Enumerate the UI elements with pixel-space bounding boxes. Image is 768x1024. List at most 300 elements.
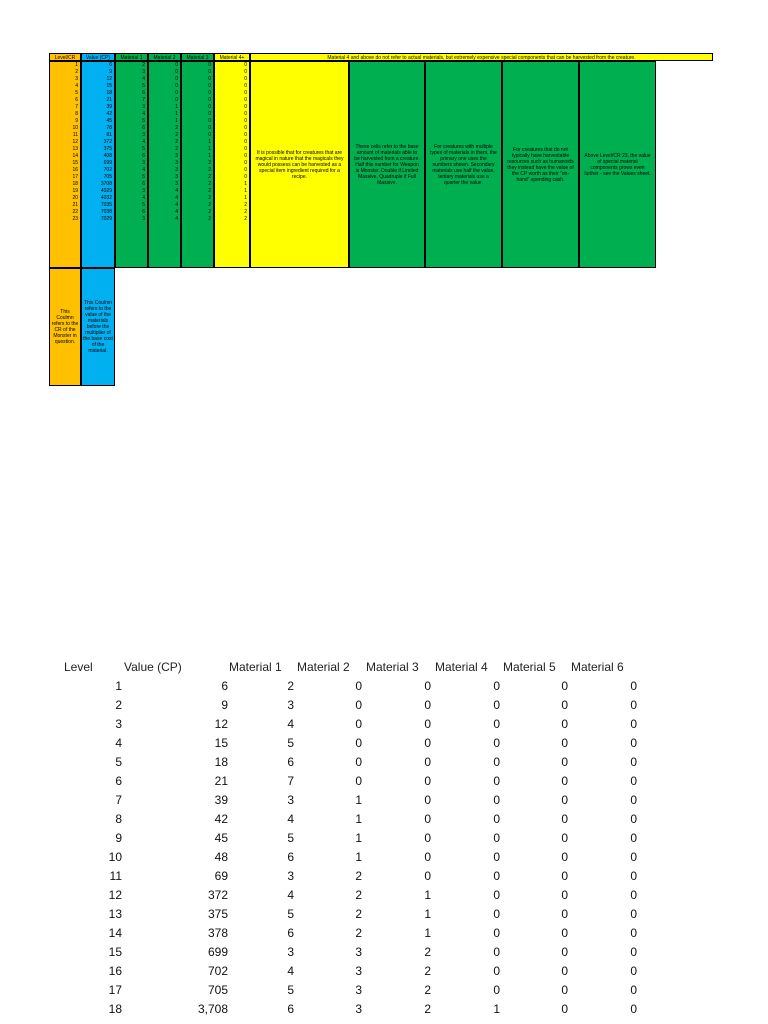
sheet-cell-m4: 0 xyxy=(244,62,247,68)
sheet-cell-m4: 2 xyxy=(244,209,247,215)
table-cell: 42 xyxy=(214,812,228,826)
table-cell: 16 xyxy=(108,964,122,978)
table-cell: 0 xyxy=(630,926,637,940)
sheet-cell-m2: 0 xyxy=(175,90,178,96)
table-row xyxy=(0,888,768,907)
sheet-cell-value: 42 xyxy=(106,111,112,117)
sheet-cell-m3: 0 xyxy=(208,76,211,82)
table-cell: 0 xyxy=(630,812,637,826)
sheet-cell-m4: 0 xyxy=(244,160,247,166)
table-cell: 1 xyxy=(115,679,122,693)
sheet-cell-value: 7029 xyxy=(100,216,112,222)
sheet-cell-level: 1 xyxy=(75,62,78,68)
sheet-cell-m3: 0 xyxy=(208,118,211,124)
col-header-level: Level xyxy=(64,660,93,674)
table-cell: 48 xyxy=(214,850,228,864)
table-cell: 0 xyxy=(561,1002,568,1016)
sheet-cell-value: 78 xyxy=(106,125,112,131)
table-cell: 3 xyxy=(115,717,122,731)
table-cell: 2 xyxy=(355,888,362,902)
table-cell: 0 xyxy=(630,1002,637,1016)
sheet-cell-m1: 5 xyxy=(142,174,145,180)
table-cell: 2 xyxy=(355,926,362,940)
table-cell: 0 xyxy=(493,831,500,845)
table-cell: 2 xyxy=(424,983,431,997)
sheet-cell-level: 22 xyxy=(72,209,78,215)
sheet-cell-m4: 0 xyxy=(244,111,247,117)
sheet-cell-level: 4 xyxy=(75,83,78,89)
table-cell: 0 xyxy=(493,736,500,750)
table-cell: 3 xyxy=(287,945,294,959)
table-cell: 0 xyxy=(424,774,431,788)
table-cell: 0 xyxy=(493,717,500,731)
sheet-cell-m3: 1 xyxy=(208,153,211,159)
table-cell: 1 xyxy=(424,888,431,902)
header-level: Level/CR xyxy=(49,53,81,61)
table-cell: 0 xyxy=(493,964,500,978)
sheet-cell-value: 39 xyxy=(106,104,112,110)
table-row xyxy=(0,755,768,774)
table-cell: 11 xyxy=(109,869,122,883)
header-material-3: Material 3 xyxy=(181,53,214,61)
sheet-cell-level: 15 xyxy=(72,160,78,166)
table-cell: 0 xyxy=(561,736,568,750)
sheet-cell-m3: 0 xyxy=(208,111,211,117)
table-cell: 0 xyxy=(630,736,637,750)
table-cell: 705 xyxy=(207,983,228,997)
table-cell: 0 xyxy=(493,926,500,940)
table-cell: 0 xyxy=(424,793,431,807)
sheet-cell-m2: 3 xyxy=(175,181,178,187)
sheet-cell-level: 12 xyxy=(72,139,78,145)
table-cell: 0 xyxy=(493,698,500,712)
sheet-cell-level: 2 xyxy=(75,69,78,75)
table-cell: 2 xyxy=(355,907,362,921)
table-row xyxy=(0,926,768,945)
table-cell: 0 xyxy=(493,679,500,693)
material-4plus-column xyxy=(214,61,250,268)
note-multiple-materials: For creatures with multiple types of materials in them, the primary one uses the numbers shown. Secondary materials use half the value, tertiary materials use a quarter the value. xyxy=(425,61,502,268)
sheet-cell-m1: 3 xyxy=(142,160,145,166)
sheet-cell-m4: 0 xyxy=(244,167,247,173)
table-cell: 21 xyxy=(214,774,228,788)
table-cell: 0 xyxy=(493,755,500,769)
sheet-cell-m4: 0 xyxy=(244,83,247,89)
sheet-cell-m3: 2 xyxy=(208,195,211,201)
sheet-cell-value: 15 xyxy=(106,83,112,89)
col-header-material-1: Material 1 xyxy=(229,660,282,674)
table-cell: 0 xyxy=(424,869,431,883)
sheet-cell-m1: 4 xyxy=(142,76,145,82)
table-row xyxy=(0,850,768,869)
sheet-cell-level: 6 xyxy=(75,97,78,103)
table-cell: 1 xyxy=(355,812,362,826)
sheet-cell-m4: 1 xyxy=(244,195,247,201)
sheet-cell-m2: 1 xyxy=(175,118,178,124)
table-cell: 1 xyxy=(493,1002,500,1016)
sheet-cell-m1: 7 xyxy=(142,97,145,103)
table-cell: 2 xyxy=(355,869,362,883)
table-cell: 0 xyxy=(493,793,500,807)
table-row xyxy=(0,774,768,793)
table-cell: 8 xyxy=(115,812,122,826)
sheet-cell-level: 23 xyxy=(72,216,78,222)
table-cell: 0 xyxy=(561,698,568,712)
table-cell: 0 xyxy=(561,812,568,826)
sheet-cell-value: 12 xyxy=(106,76,112,82)
table-cell: 10 xyxy=(108,850,122,864)
table-row xyxy=(0,964,768,983)
sheet-cell-m4: 0 xyxy=(244,97,247,103)
sheet-cell-m1: 6 xyxy=(142,153,145,159)
table-row xyxy=(0,812,768,831)
table-cell: 3 xyxy=(287,698,294,712)
table-cell: 9 xyxy=(221,698,228,712)
sheet-cell-m1: 3 xyxy=(142,132,145,138)
table-cell: 1 xyxy=(355,850,362,864)
sheet-cell-m1: 4 xyxy=(142,139,145,145)
table-cell: 0 xyxy=(493,983,500,997)
sheet-cell-m2: 0 xyxy=(175,69,178,75)
sheet-cell-m2: 0 xyxy=(175,76,178,82)
sheet-cell-level: 20 xyxy=(72,195,78,201)
sheet-cell-m2: 4 xyxy=(175,209,178,215)
table-cell: 12 xyxy=(108,888,122,902)
header-material-1: Material 1 xyxy=(115,53,148,61)
sheet-cell-m4: 1 xyxy=(244,181,247,187)
sheet-cell-level: 11 xyxy=(72,132,78,138)
table-cell: 1 xyxy=(424,907,431,921)
table-row xyxy=(0,907,768,926)
col-header-material-4: Material 4 xyxy=(435,660,488,674)
col-header-value: Value (CP) xyxy=(124,660,182,674)
sheet-cell-value: 705 xyxy=(103,174,112,180)
header-value: Value (CP) xyxy=(81,53,115,61)
material-2-column xyxy=(148,61,181,268)
table-cell: 0 xyxy=(630,698,637,712)
table-cell: 3,708 xyxy=(197,1002,228,1016)
table-cell: 0 xyxy=(561,888,568,902)
sheet-cell-value: 375 xyxy=(103,146,112,152)
sheet-cell-m4: 2 xyxy=(244,216,247,222)
sheet-cell-m4: 0 xyxy=(244,146,247,152)
table-cell: 0 xyxy=(561,717,568,731)
table-cell: 4 xyxy=(287,888,294,902)
sheet-cell-m3: 2 xyxy=(208,188,211,194)
col-header-material-2: Material 2 xyxy=(297,660,350,674)
table-cell: 0 xyxy=(355,736,362,750)
sheet-cell-value: 699 xyxy=(103,160,112,166)
sheet-cell-m3: 1 xyxy=(208,146,211,152)
sheet-cell-m4: 0 xyxy=(244,90,247,96)
sheet-cell-level: 21 xyxy=(72,202,78,208)
table-cell: 0 xyxy=(561,831,568,845)
sheet-cell-level: 14 xyxy=(72,153,78,159)
table-cell: 0 xyxy=(561,983,568,997)
note-level-column: This Coulmn refers to the CR of the Monster in question. xyxy=(49,268,81,386)
sheet-cell-m2: 2 xyxy=(175,146,178,152)
sheet-cell-m4: 0 xyxy=(244,132,247,138)
table-cell: 0 xyxy=(630,983,637,997)
table-cell: 0 xyxy=(561,850,568,864)
header-banner: Material 4 and above do not refer to actual materials, but extremely expensive special components that can be harvested from the creature. xyxy=(250,53,713,61)
sheet-cell-m1: 2 xyxy=(142,62,145,68)
table-cell: 0 xyxy=(493,907,500,921)
sheet-cell-m4: 1 xyxy=(244,188,247,194)
sheet-cell-m2: 3 xyxy=(175,160,178,166)
table-cell: 5 xyxy=(115,755,122,769)
sheet-cell-m2: 0 xyxy=(175,62,178,68)
table-cell: 3 xyxy=(355,983,362,997)
table-cell: 0 xyxy=(355,717,362,731)
sheet-cell-m3: 0 xyxy=(208,132,211,138)
table-cell: 4 xyxy=(115,736,122,750)
table-row xyxy=(0,679,768,698)
sheet-cell-m4: 0 xyxy=(244,104,247,110)
header-material-2: Material 2 xyxy=(148,53,181,61)
sheet-cell-m1: 3 xyxy=(142,104,145,110)
table-cell: 702 xyxy=(207,964,228,978)
sheet-cell-m4: 0 xyxy=(244,69,247,75)
table-cell: 45 xyxy=(214,831,228,845)
sheet-cell-m4: 2 xyxy=(244,202,247,208)
sheet-cell-level: 13 xyxy=(72,146,78,152)
table-cell: 0 xyxy=(355,755,362,769)
table-cell: 0 xyxy=(493,888,500,902)
sheet-cell-m3: 2 xyxy=(208,181,211,187)
table-cell: 0 xyxy=(424,850,431,864)
table-cell: 0 xyxy=(493,945,500,959)
sheet-cell-m1: 4 xyxy=(142,167,145,173)
sheet-cell-m1: 4 xyxy=(142,195,145,201)
sheet-cell-value: 45 xyxy=(106,118,112,124)
sheet-cell-m1: 6 xyxy=(142,209,145,215)
table-cell: 5 xyxy=(287,907,294,921)
table-cell: 13 xyxy=(108,907,122,921)
table-cell: 0 xyxy=(355,774,362,788)
table-cell: 69 xyxy=(214,869,228,883)
sheet-cell-level: 10 xyxy=(72,125,78,131)
table-cell: 0 xyxy=(424,736,431,750)
table-cell: 0 xyxy=(630,888,637,902)
sheet-cell-m1: 3 xyxy=(142,69,145,75)
sheet-cell-m1: 5 xyxy=(142,202,145,208)
table-cell: 14 xyxy=(108,926,122,940)
sheet-cell-m1: 5 xyxy=(142,146,145,152)
sheet-cell-m3: 0 xyxy=(208,62,211,68)
table-cell: 7 xyxy=(287,774,294,788)
table-cell: 0 xyxy=(561,793,568,807)
sheet-cell-m4: 0 xyxy=(244,118,247,124)
table-cell: 39 xyxy=(214,793,228,807)
table-cell: 3 xyxy=(287,793,294,807)
sheet-cell-m2: 0 xyxy=(175,83,178,89)
table-cell: 375 xyxy=(207,907,228,921)
table-row xyxy=(0,869,768,888)
sheet-cell-m3: 2 xyxy=(208,209,211,215)
note-humanoid-cash: For creatures that do not typically have harvestable resources such as humanoids they instead have the value of the CP worth as their "on-hand" spending cash. xyxy=(502,61,579,268)
table-cell: 2 xyxy=(287,679,294,693)
table-cell: 17 xyxy=(108,983,122,997)
note-magical-ingredients: It is possible that for creatures that are magical in nature that the magicals they would possess can be harvested as a special item ingredient required for a recipe. xyxy=(250,61,349,268)
table-cell: 2 xyxy=(424,964,431,978)
sheet-cell-m1: 6 xyxy=(142,181,145,187)
sheet-cell-m2: 1 xyxy=(175,104,178,110)
table-cell: 2 xyxy=(424,945,431,959)
table-cell: 2 xyxy=(424,1002,431,1016)
table-cell: 0 xyxy=(630,755,637,769)
table-cell: 6 xyxy=(287,1002,294,1016)
sheet-cell-m1: 5 xyxy=(142,118,145,124)
table-row xyxy=(0,945,768,964)
sheet-cell-m2: 0 xyxy=(175,97,178,103)
sheet-cell-m3: 2 xyxy=(208,167,211,173)
sheet-cell-level: 3 xyxy=(75,76,78,82)
table-cell: 4 xyxy=(287,964,294,978)
table-cell: 0 xyxy=(630,850,637,864)
sheet-cell-m4: 0 xyxy=(244,174,247,180)
table-cell: 0 xyxy=(630,679,637,693)
sheet-cell-m2: 4 xyxy=(175,216,178,222)
sheet-cell-m4: 0 xyxy=(244,76,247,82)
sheet-cell-m3: 0 xyxy=(208,69,211,75)
sheet-cell-m2: 3 xyxy=(175,174,178,180)
table-cell: 15 xyxy=(108,945,122,959)
sheet-cell-m3: 2 xyxy=(208,160,211,166)
table-cell: 6 xyxy=(221,679,228,693)
material-1-column xyxy=(115,61,148,268)
table-cell: 15 xyxy=(214,736,228,750)
table-cell: 0 xyxy=(630,945,637,959)
table-row xyxy=(0,793,768,812)
table-cell: 18 xyxy=(108,1002,122,1016)
sheet-cell-level: 5 xyxy=(75,90,78,96)
sheet-cell-level: 7 xyxy=(75,104,78,110)
sheet-cell-level: 8 xyxy=(75,111,78,117)
table-cell: 0 xyxy=(630,831,637,845)
sheet-cell-m1: 3 xyxy=(142,188,145,194)
table-cell: 0 xyxy=(630,869,637,883)
col-header-material-3: Material 3 xyxy=(366,660,419,674)
table-cell: 0 xyxy=(424,717,431,731)
sheet-cell-level: 16 xyxy=(72,167,78,173)
table-cell: 0 xyxy=(561,755,568,769)
table-cell: 0 xyxy=(630,907,637,921)
sheet-cell-m2: 4 xyxy=(175,202,178,208)
table-cell: 3 xyxy=(355,964,362,978)
table-cell: 0 xyxy=(561,945,568,959)
sheet-cell-m3: 2 xyxy=(208,202,211,208)
table-cell: 0 xyxy=(424,698,431,712)
table-cell: 4 xyxy=(287,717,294,731)
table-cell: 0 xyxy=(630,717,637,731)
table-row xyxy=(0,831,768,850)
table-row xyxy=(0,717,768,736)
table-cell: 6 xyxy=(287,850,294,864)
sheet-cell-m4: 0 xyxy=(244,153,247,159)
table-cell: 0 xyxy=(561,679,568,693)
sheet-cell-m1: 6 xyxy=(142,90,145,96)
table-cell: 0 xyxy=(561,907,568,921)
table-cell: 18 xyxy=(214,755,228,769)
table-cell: 0 xyxy=(561,964,568,978)
sheet-cell-m2: 3 xyxy=(175,167,178,173)
sheet-cell-m3: 0 xyxy=(208,83,211,89)
sheet-cell-value: 6 xyxy=(109,62,112,68)
level-column xyxy=(49,61,81,268)
sheet-cell-m2: 2 xyxy=(175,125,178,131)
table-cell: 0 xyxy=(355,679,362,693)
table-cell: 3 xyxy=(355,1002,362,1016)
table-cell: 0 xyxy=(630,774,637,788)
sheet-cell-level: 19 xyxy=(72,188,78,194)
table-cell: 1 xyxy=(424,926,431,940)
value-column xyxy=(81,61,115,268)
header-material-4plus: Material 4+ xyxy=(214,53,250,61)
sheet-cell-level: 18 xyxy=(72,181,78,187)
sheet-cell-m1: 6 xyxy=(142,125,145,131)
sheet-cell-m4: 0 xyxy=(244,139,247,145)
note-base-amount: These cells refer to the base amount of materials able to be harvested from a creature. Half this number for Weapon is Monster. Double if Limited Massive, Quadruple if Full Massive. xyxy=(349,61,425,268)
table-cell: 378 xyxy=(207,926,228,940)
table-row xyxy=(0,698,768,717)
table-cell: 0 xyxy=(630,964,637,978)
sheet-cell-level: 9 xyxy=(75,118,78,124)
table-cell: 0 xyxy=(424,812,431,826)
note-value-column: This Coulmn refers to the value of the materials before the multiplier of the base cost of the material. xyxy=(81,268,115,386)
sheet-cell-level: 17 xyxy=(72,174,78,180)
sheet-cell-m1: 3 xyxy=(142,216,145,222)
table-cell: 3 xyxy=(355,945,362,959)
table-cell: 6 xyxy=(115,774,122,788)
table-cell: 0 xyxy=(424,831,431,845)
sheet-cell-m2: 4 xyxy=(175,195,178,201)
table-row xyxy=(0,983,768,1002)
table-cell: 5 xyxy=(287,831,294,845)
table-row xyxy=(0,1002,768,1021)
table-cell: 0 xyxy=(493,774,500,788)
sheet-cell-value: 408 xyxy=(103,153,112,159)
table-cell: 0 xyxy=(493,812,500,826)
table-cell: 3 xyxy=(287,869,294,883)
sheet-cell-m4: 0 xyxy=(244,125,247,131)
sheet-cell-m2: 2 xyxy=(175,132,178,138)
sheet-cell-m2: 3 xyxy=(175,153,178,159)
sheet-cell-value: 81 xyxy=(106,132,112,138)
sheet-cell-m2: 2 xyxy=(175,139,178,145)
sheet-cell-value: 4029 xyxy=(100,188,112,194)
table-cell: 0 xyxy=(424,755,431,769)
sheet-cell-value: 4032 xyxy=(100,195,112,201)
table-cell: 6 xyxy=(287,755,294,769)
sheet-cell-m3: 0 xyxy=(208,104,211,110)
sheet-cell-value: 18 xyxy=(106,90,112,96)
table-cell: 7 xyxy=(115,793,122,807)
sheet-cell-value: 3708 xyxy=(100,181,112,187)
table-cell: 0 xyxy=(424,679,431,693)
sheet-cell-m3: 1 xyxy=(208,139,211,145)
table-cell: 0 xyxy=(561,774,568,788)
sheet-cell-value: 7035 xyxy=(100,202,112,208)
note-above-cr23: Above Level/CR 23, the value of special material components grows even further - see the Values sheet. xyxy=(579,61,656,268)
table-cell: 2 xyxy=(115,698,122,712)
sheet-cell-m3: 0 xyxy=(208,90,211,96)
table-cell: 1 xyxy=(355,793,362,807)
sheet-cell-m1: 5 xyxy=(142,83,145,89)
col-header-material-5: Material 5 xyxy=(503,660,556,674)
table-cell: 699 xyxy=(207,945,228,959)
sheet-cell-m3: 2 xyxy=(208,216,211,222)
